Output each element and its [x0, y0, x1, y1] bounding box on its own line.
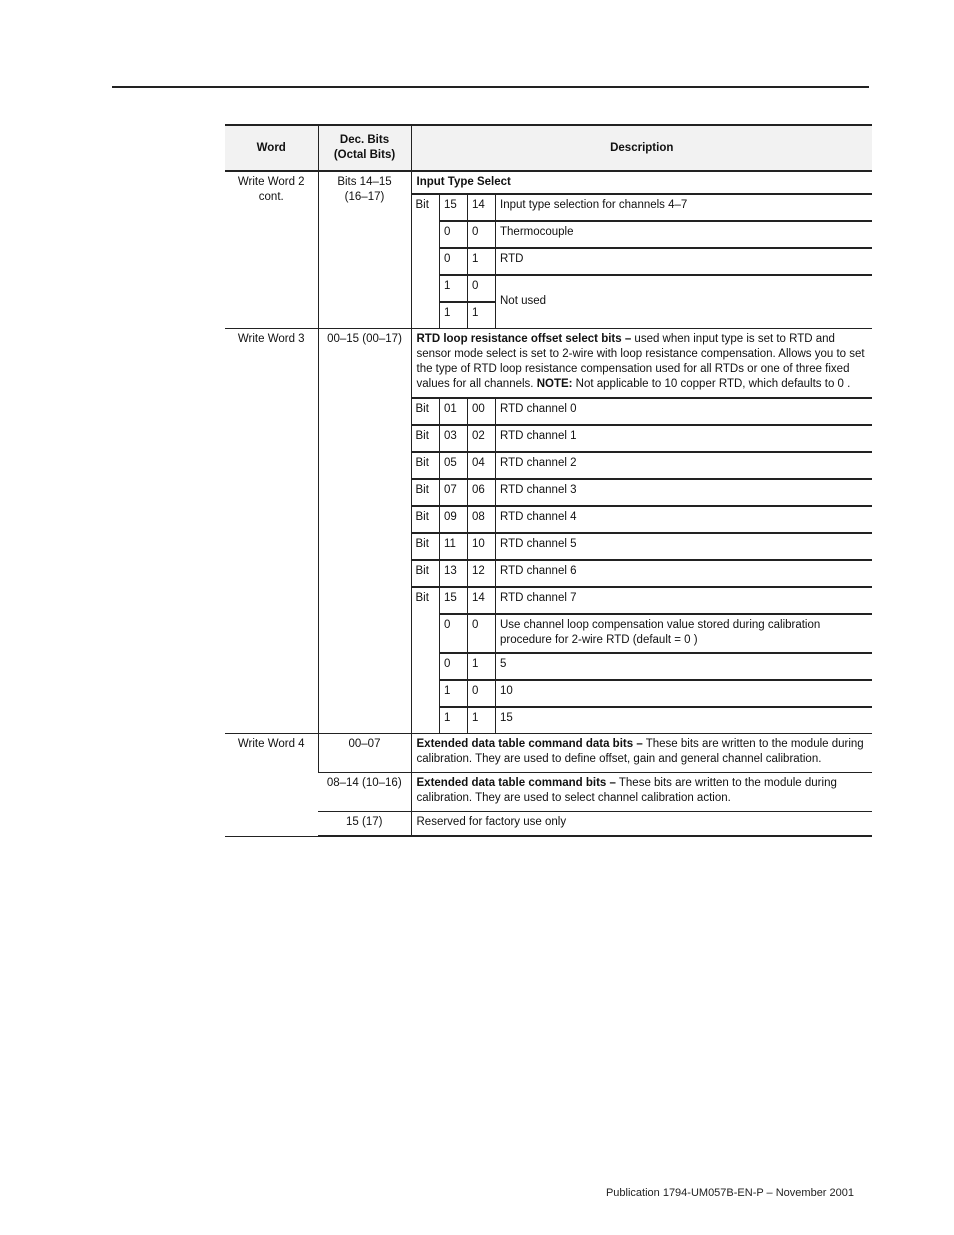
table-row [225, 773, 872, 812]
table-row [225, 812, 872, 837]
description-cell: Extended data table command data bits – These bits are written to the module during calibration. They are used to define offset, gain and general channel calibration. [411, 734, 872, 773]
sub-header-row: Bit 15 14 Input type selection for channels 4–7 [412, 194, 873, 221]
channel-row: Bit 03 02 RTD channel 1 [412, 425, 873, 452]
input-type-subtable [412, 193, 873, 328]
channel-row: Bit 09 08 RTD channel 4 [412, 506, 873, 533]
rtd-loop-description: RTD loop resistance offset select bits – used when input type is set to RTD and sensor mode select is set to 2-wire with loop resistance compensation. Allows you to set the type of RTD loop resistance compensation used for all RTDs or one of three fixed values for all channels. NOTE: Not applicable to 10 copper RTD, which defaults to 0 . [416, 333, 865, 390]
bits-cell: Bits 14–15 (16–17) [318, 171, 411, 329]
option-row: 0 0 Thermocouple [412, 221, 873, 248]
word-cell: Write Word 4 [225, 734, 318, 837]
option-row: 0 1 RTD [412, 248, 873, 275]
header-word: Word [225, 125, 318, 171]
value-row: 0 1 5 [412, 653, 873, 680]
option-row: 1 0 Not used [412, 275, 873, 302]
bits-cell: 00–15 (00–17) [318, 329, 411, 734]
description-cell: Reserved for factory use only [411, 812, 872, 837]
bits-cell: 00–07 [318, 734, 411, 773]
option-row: 1 1 [412, 302, 873, 328]
data-table [225, 124, 872, 837]
bits-cell: 15 (17) [318, 812, 411, 837]
rtd-channel-subtable [412, 397, 873, 733]
input-type-select-title: Input Type Select [416, 176, 511, 188]
top-rule [112, 86, 869, 88]
channel-row: Bit 01 00 RTD channel 0 [412, 398, 873, 425]
bits-cell: 08–14 (10–16) [318, 773, 411, 812]
table-row [225, 734, 872, 773]
channel-row: Bit 13 12 RTD channel 6 [412, 560, 873, 587]
header-description: Description [411, 125, 872, 171]
header-bits: Dec. Bits (Octal Bits) [318, 125, 411, 171]
channel-row: Bit 05 04 RTD channel 2 [412, 452, 873, 479]
table-row [225, 171, 872, 329]
table-row [225, 329, 872, 734]
channel-row: Bit 07 06 RTD channel 3 [412, 479, 873, 506]
description-cell [411, 171, 872, 329]
value-row: 1 1 15 [412, 707, 873, 733]
word-cell: Write Word 3 [225, 329, 318, 734]
word-cell: Write Word 2 cont. [225, 171, 318, 329]
description-cell: Extended data table command bits – These bits are written to the module during calibration. They are used to select channel calibration action. [411, 773, 872, 812]
channel-row: Bit 11 10 RTD channel 5 [412, 533, 873, 560]
description-cell [411, 329, 872, 734]
channel-row: Bit 15 14 RTD channel 7 [412, 587, 873, 614]
value-row: 0 0 Use channel loop compensation value stored during calibration procedure for 2-wire RTD (default = 0 ) [412, 614, 873, 653]
publication-footer: Publication 1794-UM057B-EN-P – November 2001 [605, 1187, 854, 1199]
table-header-row [225, 125, 872, 171]
value-row: 1 0 10 [412, 680, 873, 707]
